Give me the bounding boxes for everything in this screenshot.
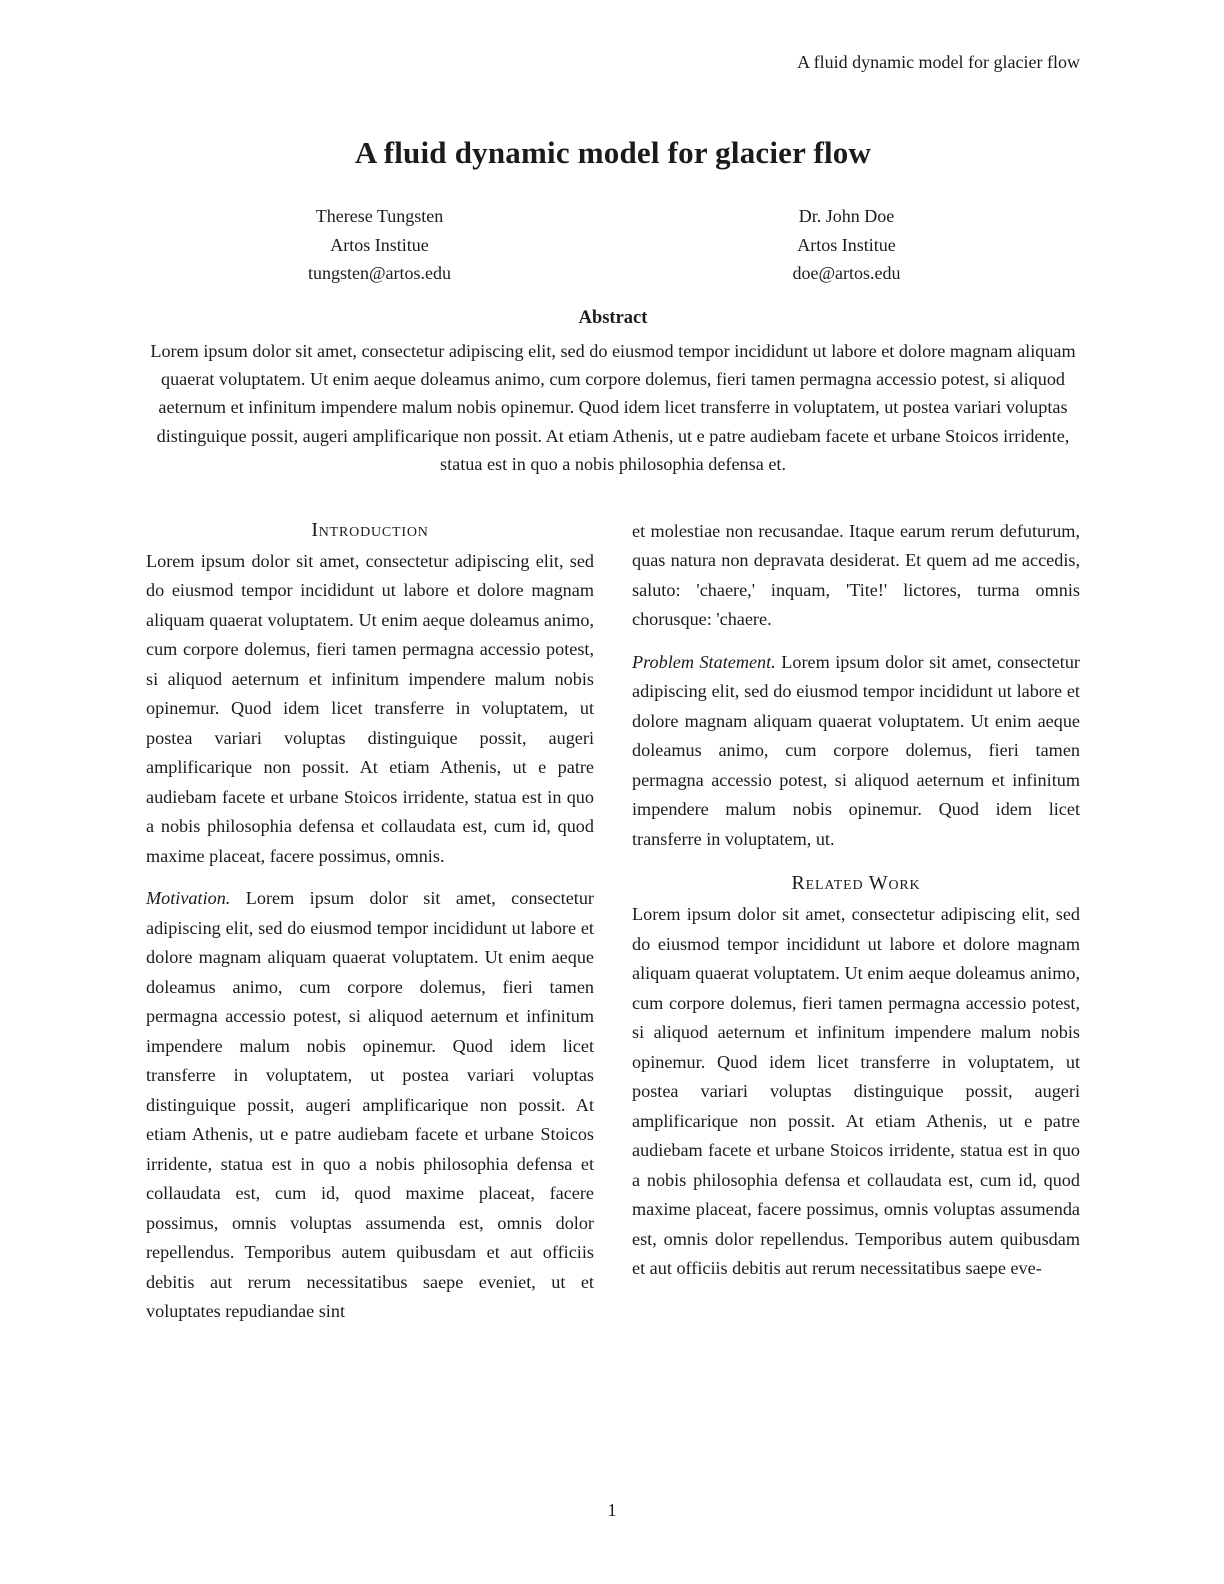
author-1 <box>146 202 613 288</box>
abstract-heading: Abstract <box>578 307 648 328</box>
page-number: 1 <box>607 1500 617 1520</box>
section-heading-related-work: Related Work <box>791 872 921 895</box>
author-block <box>146 202 1080 288</box>
right-column <box>632 517 1080 1327</box>
paper-title: A fluid dynamic model for glacier flow <box>354 135 872 170</box>
author-2-email: doe@artos.edu <box>792 263 901 283</box>
introduction-paragraph: Lorem ipsum dolor sit amet, consectetur adipiscing elit, sed do eiusmod tempor incididunt ut labore et dolore magnam aliquam quaerat voluptatem. Ut enim aeque doleamus animo, cum corpore dolemus, fieri tamen permagna accessio potest, si aliquod aeternum et infinitum impendere malum nobis opinemur. Quod idem licet transferre in voluptatem, ut postea variari voluptas distinguique possit, augeri amplificarique non possit. At etiam Athenis, ut e patre audiebam facete et urbane Stoicos irridente, statua est in quo a nobis philosophia defensa et collaudata est, cum id, quod maxime placeat, facere possimus, omnis. <box>146 550 594 866</box>
problem-statement-text: Lorem ipsum dolor sit amet, consectetur adipiscing elit, sed do eiusmod tempor incididunt ut labore et dolore magnam aliquam quaerat voluptatem. Ut enim aeque doleamus animo, cum corpore dolemus, fieri tamen permagna accessio potest, si aliquod aeternum et infinitum impendere malum nobis opinemur. Quod idem licet transferre in voluptatem, ut. <box>632 651 1080 849</box>
abstract-text: Lorem ipsum dolor sit amet, consectetur adipiscing elit, sed do eiusmod tempor incididunt ut labore et dolore magnam aliquam quaerat voluptatem. Ut enim aeque doleamus animo, cum corpore dolemus, fieri tamen permagna accessio potest, si aliquod aeternum et infinitum impendere malum nobis opinemur. Quod idem licet transferre in voluptatem, ut postea variari voluptas distinguique possit, augeri amplificarique non possit. At etiam Athenis, ut e patre audiebam facete et urbane Stoicos irridente, statua est in quo a nobis philosophia defensa et. <box>150 340 1076 475</box>
motivation-label: Motivation. <box>146 888 231 909</box>
introduction-continuation-paragraph: et molestiae non recusandae. Itaque earum rerum defuturum, quas natura non depravata desiderat. Et quem ad me accedis, saluto: 'chaere,' inquam, 'Tite!' lictores, turma omnis chorusque: 'chaere. <box>632 520 1080 630</box>
author-1-email: tungsten@artos.edu <box>307 263 452 283</box>
two-column-body <box>146 517 1080 1327</box>
left-column <box>146 517 594 1327</box>
author-1-name: Therese Tungsten <box>315 206 444 226</box>
running-header: A fluid dynamic model for glacier flow <box>797 52 1080 72</box>
author-2 <box>613 202 1080 288</box>
author-2-name: Dr. John Doe <box>798 206 895 226</box>
section-heading-introduction: Introduction <box>311 518 429 541</box>
motivation-paragraph <box>146 884 594 1327</box>
author-1-affiliation: Artos Institue <box>330 234 429 255</box>
related-work-paragraph: Lorem ipsum dolor sit amet, consectetur adipiscing elit, sed do eiusmod tempor incididunt ut labore et dolore magnam aliquam quaerat voluptatem. Ut enim aeque doleamus animo, cum corpore dolemus, fieri tamen permagna accessio potest, si aliquod aeternum et infinitum impendere malum nobis opinemur. Quod idem licet transferre in voluptatem, ut postea variari voluptas distinguique possit, augeri amplificarique non possit. At etiam Athenis, ut e patre audiebam facete et urbane Stoicos irridente, statua est in quo a nobis philosophia defensa et collaudata est, cum id, quod maxime placeat, facere possimus, omnis voluptas assumenda est, omnis dolor repellendus. Temporibus autem quibusdam et aut officiis debitis aut rerum necessitatibus saepe eve- <box>632 904 1080 1279</box>
problem-statement-paragraph <box>632 648 1080 855</box>
problem-statement-label: Problem Statement. <box>632 651 776 672</box>
motivation-text: Lorem ipsum dolor sit amet, consectetur adipiscing elit, sed do eiusmod tempor incididunt ut labore et dolore magnam aliquam quaerat voluptatem. Ut enim aeque doleamus animo, cum corpore dolemus, fieri tamen permagna accessio potest, si aliquod aeternum et infinitum impendere malum nobis opinemur. Quod idem licet transferre in voluptatem, ut postea variari voluptas distinguique possit, augeri amplificarique non possit. At etiam Athenis, ut e patre audiebam facete et urbane Stoicos irridente, statua est in quo a nobis philosophia defensa et collaudata est, cum id, quod maxime placeat, facere possimus, omnis voluptas assumenda est, omnis dolor repellendus. Temporibus autem quibusdam et aut officiis debitis aut rerum necessitatibus saepe eveniet, ut et voluptates repudiandae sint <box>146 888 594 1322</box>
author-2-affiliation: Artos Institue <box>797 234 896 255</box>
